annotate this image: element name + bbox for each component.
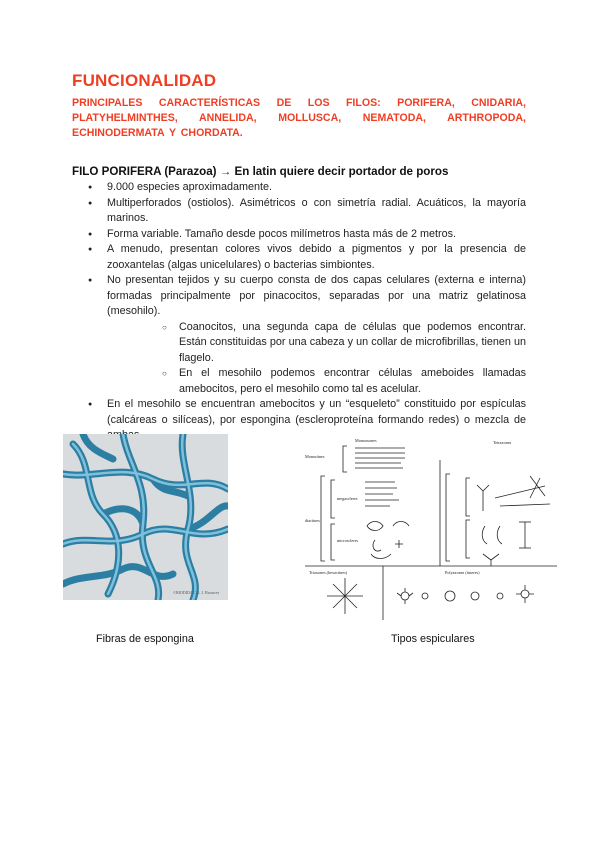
spicule-types-diagram [305, 436, 557, 620]
bullet-list [72, 180, 526, 444]
list-item: ● Forma variable. Tamaño desde pocos milímetros hasta más de 2 metros. [72, 227, 526, 243]
list-item [72, 273, 526, 397]
label-monoaxons: Monoaxones [355, 438, 377, 443]
label-tetraxons: Tetraxones [493, 440, 512, 445]
page-title: FUNCIONALIDAD [72, 71, 217, 90]
list-item: ● 9.000 especies aproximadamente. [72, 180, 526, 196]
sub-list-item: ○ En el mesohilo podemos encontrar células ameboides llamadas amebocitos, pero el mesohilo como tal es acelular. [107, 366, 526, 397]
photo-caption: Fibras de espongina [96, 633, 194, 645]
label-diactines: diactines [305, 518, 320, 523]
list-item: ● Multiperforados (ostiolos). Asimétricos o con simetría radial. Acuáticos, la mayoría marinos. [72, 196, 526, 227]
photo-credit: ©BIODIDAC G. J. Brouwer [173, 590, 220, 595]
list-item-text: No presentan tejidos y su cuerpo consta de dos capas celulares (externa e interna) formadas principalmente por pinacocitos, separadas por una matriz gelatinosa (mesohilo). [107, 274, 526, 317]
spongin-fiber-illustration [63, 434, 228, 600]
diagram-caption: Tipos espiculares [391, 633, 475, 645]
spongin-fiber-photo [63, 434, 228, 600]
label-monactines: Monactines [305, 454, 325, 459]
spicule-diagram-illustration [305, 436, 557, 620]
page-subtitle: PRINCIPALES CARACTERÍSTICAS DE LOS FILOS: PORIFERA, CNIDARIA, PLATYHELMINTHES, ANNELIDA, MOLLUSCA, NEMATODA, ARTHROPODA, ECHINODERMATA Y CHORDATA. [72, 97, 526, 139]
section-heading: FILO PORIFERA (Parazoa) → En latin quiere decir portador de poros [72, 165, 449, 178]
list-item: ● En el mesohilo se encuentran amebocitos y un “esqueleto” constituido por espículas (calcáreas o silíceas), por espongina (escleroproteína formando redes) o mezcla de [72, 397, 526, 444]
label-triaxons: Triaxones (hexactines) [309, 570, 348, 575]
sub-list-item: ○ Coanocitos, una segunda capa de células que podemos encontrar. Están constituidas por una cabeza y un collar de microfibrillas, tienen un flagelo. [107, 320, 526, 367]
label-megascleres: megascleres [337, 496, 358, 501]
list-item: ● A menudo, presentan colores vivos debido a pigmentos y por la presencia de zooxantelas (algas unicelulares) o bacterias simbiontes. [72, 242, 526, 273]
label-polyaxons: Polyaxones (ásteres) [445, 570, 480, 575]
sub-list [107, 320, 526, 398]
label-microscleres: microscleres [337, 538, 359, 543]
